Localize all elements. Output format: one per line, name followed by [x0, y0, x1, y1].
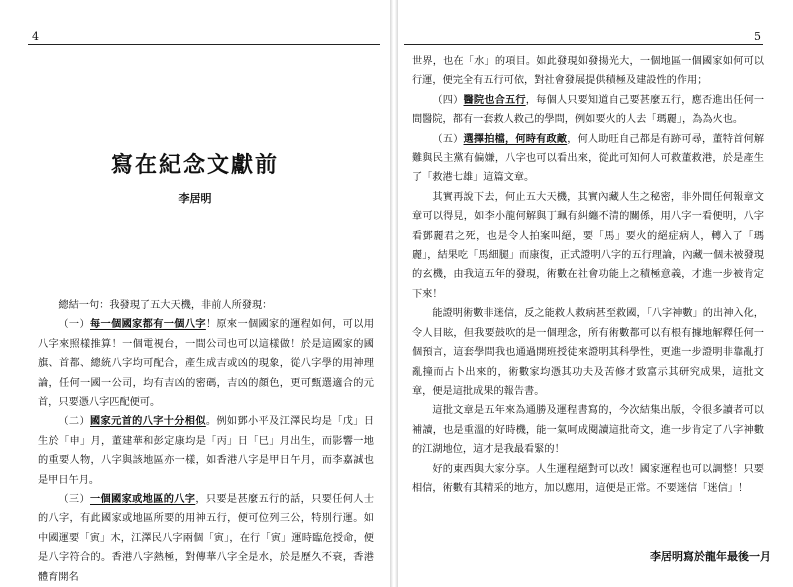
item-5-number: （五） [432, 133, 464, 145]
item-2-number: （二） [58, 416, 90, 428]
page-title: 寫在紀念文獻前 [110, 153, 279, 178]
item-5-text: ，何人助旺自己都是有跡可尋，董特首何解難與民主黨有偏嫌，八字也可以看出來，從此可知何人可救董救港，於是產生了「救港七雄」這篇文章。 [412, 133, 765, 184]
left-body-text [38, 296, 374, 587]
item-4-heading: 醫院也合五行 [463, 93, 526, 106]
item-3-paragraph [38, 490, 374, 587]
paragraph-secrets: 其實再說下去，何止五大天機，其實內藏人生之秘密，非外間任何報章文章可以得見，如李小龍何解與丁珮有糾纏不清的關係，用八字一看便明，八字看鄧麗君之死，也是令人拍案叫絕，要「馬」要火的絕症病人，轉入了「瑪麗」，結果吃「馬細腿」而康復，正式證明八字的五行理論，內藏一個未被發現的玄機，由我這五年的發現，術數在社會功能上之積極意義，才進一步被肯定下來！ [412, 191, 764, 300]
item-3-text: ，只要是甚麼五行的話，只要任何人士的八字，有此國家或地區所要的用神五行，便可位列三公，特別行運。如中國運要「寅」木，江澤民八字兩個「寅」，在行「寅」運時臨危授命，便是八字符合的。香港八字熱極，對傳華八字全是水，於是歷久不衰，香港體育開名 [38, 494, 375, 583]
header-rule-right [404, 44, 763, 45]
item-1-paragraph [38, 315, 374, 412]
item-3-number: （三） [58, 494, 90, 506]
item-5-heading: 選擇拍檔，何時有政敵 [463, 132, 568, 145]
intro-paragraph: 總結一句：我發現了五大天機，非前人所發現： [58, 300, 273, 311]
paragraph-collection: 這批文章是五年來為通勝及運程書寫的，今次結集出版，令很多讀者可以補讀，也是重溫的好時機，能一氣呵成閱讀這批奇文，進一步肯定了八字神數的江湖地位，這才是我最看緊的！ [412, 405, 764, 456]
right-page [398, 0, 793, 587]
item-2-paragraph [38, 412, 374, 490]
paragraph-not-superstition: 能證明術數非迷信，反之能救人救病甚至救國，「八字神數」的出神入化，令人目眩，但我要鼓吹的是一個理念，所有術數都可以有根有據地解釋任何一個預言，這套學問我也通過開班授徒來證明其科學性，更進一步證明非靠亂打亂撞而占卜出來的，術數家均憑其功夫及苦修才致富示其研究成果，這批文章，便是這批成果的報告書。 [412, 308, 764, 397]
signature: 李居明寫於龍年最後一月 [650, 550, 771, 563]
item-1-text: ！原來一個國家的運程如何，可以用八字來照樣推算！一個電視台，一間公司也可以這樣做！於是這國家的國旗、首都、總統八字均可配合，產生成吉或凶的現象，從八字學的用神理論，任何一國一公司，均有吉凶的密碼，吉凶的顏色，更可甄選適合的元首，只要憑八字匹配便可。 [38, 319, 375, 409]
item-1-heading: 每一個國家都有一個八字 [90, 318, 206, 331]
right-body-text [412, 52, 764, 498]
header-rule-left [28, 44, 380, 45]
item-3-heading: 一個國家或地區的八字 [90, 493, 196, 506]
book-gutter [390, 0, 398, 587]
item-2-text: 。例如鄧小平及江澤民均是「戊」日生於「申」月，董建華和彭定康均是「丙」日「巳」月出生，而影響一地的重要人物，八字與該地區亦一樣，如香港八字是甲日午月，而李嘉誠也是甲日午月。 [38, 416, 375, 486]
item-4-paragraph [412, 91, 764, 130]
continued-paragraph: 世界，也在「水」的項目。如此發現如發揚光大，一個地區一個國家如何可以行運，便完全有五行可依，對社會發展提供積極及建設性的作用； [412, 56, 764, 87]
left-page [0, 0, 390, 587]
item-4-text: ，每個人只要知道自己要甚麼五行，應否進出任何一間醫院，都有一套救人救己的學問，例如要火的人去「瑪麗」，為為火也。 [412, 94, 765, 126]
author-name: 李居明 [178, 192, 212, 205]
paragraph-closing: 好的東西與大家分享。人生運程絕對可以改！國家運程也可以調整！只要相信，術數有其精采的地方，加以應用，這便是正常。不要迷信「迷信」！ [412, 463, 764, 494]
item-5-paragraph [412, 130, 764, 188]
item-2-heading: 國家元首的八字十分相似 [90, 415, 206, 428]
item-4-number: （四） [432, 94, 464, 106]
page-number-left: 4 [32, 30, 39, 43]
item-1-number: （一） [58, 319, 90, 331]
page-number-right: 5 [754, 30, 761, 43]
